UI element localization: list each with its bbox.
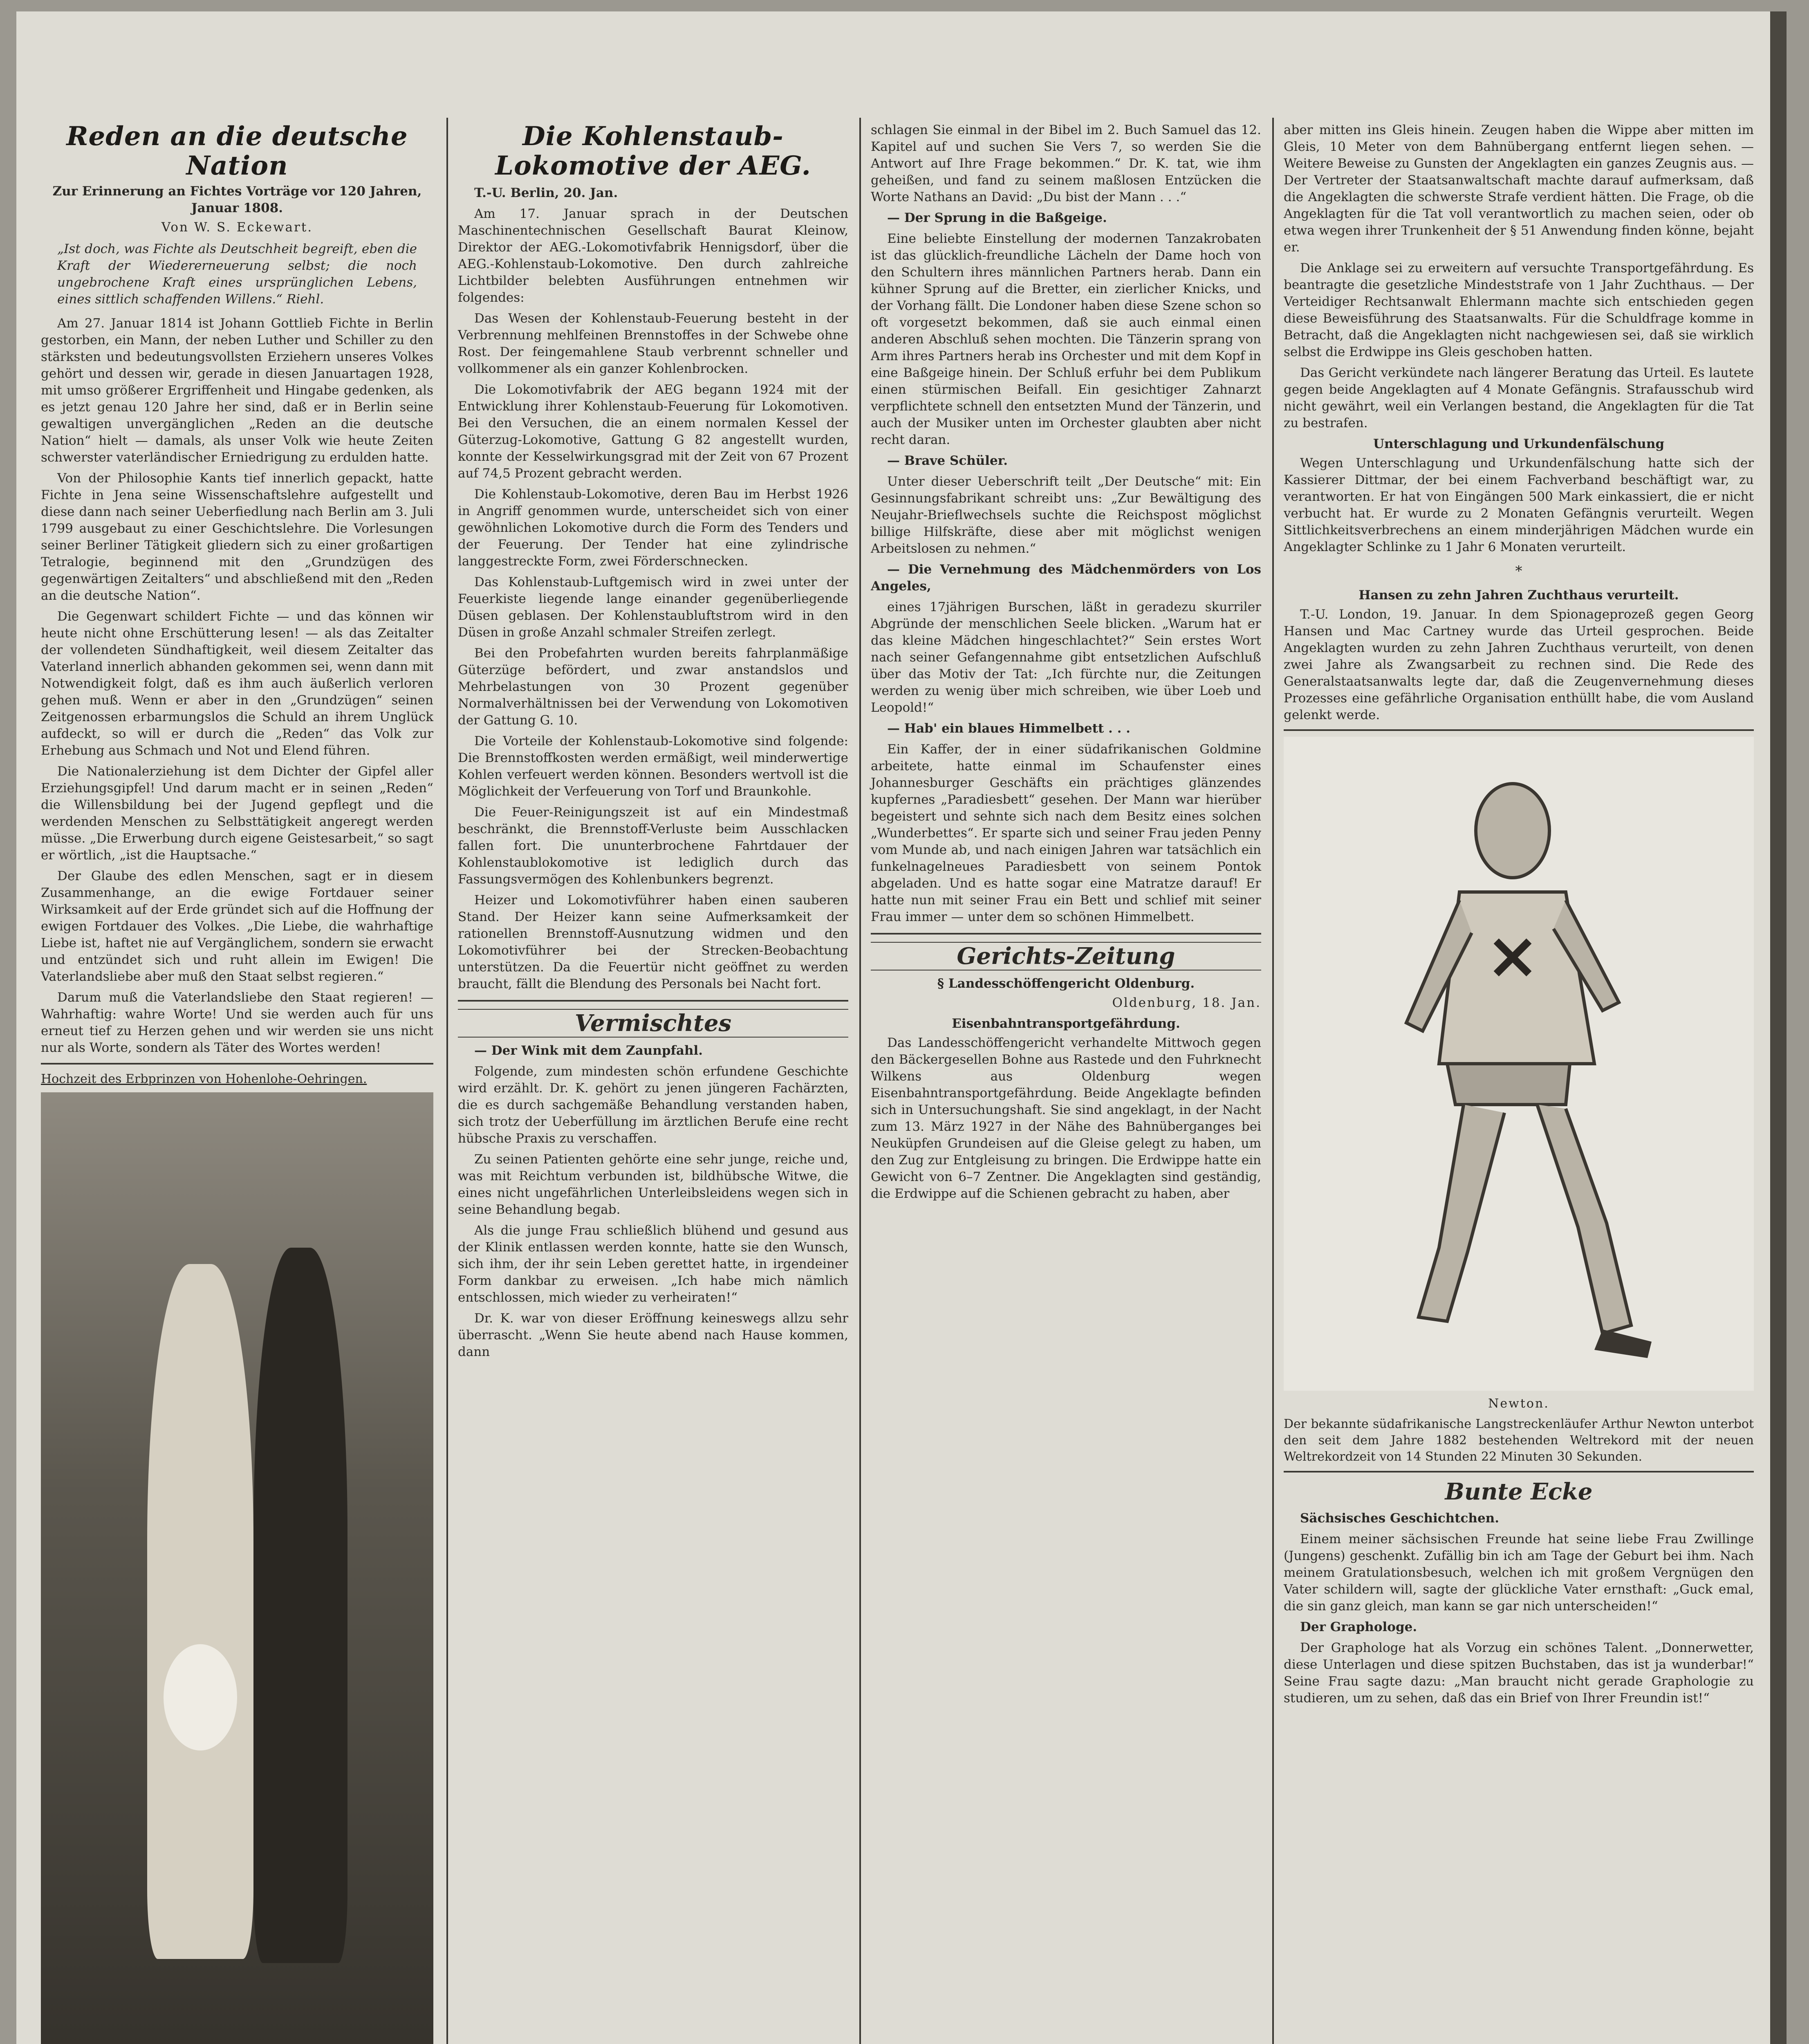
- column-rule-1: [446, 118, 448, 2044]
- section-rule: [41, 1063, 433, 1065]
- section-title-gerichtszeitung: Gerichts-Zeitung: [871, 942, 1261, 970]
- item-headline: Unterschlagung und Urkundenfälschung: [1373, 437, 1665, 451]
- column-rule-2: [859, 118, 861, 2044]
- runner-illustration: [1284, 737, 1754, 1391]
- column-1: [41, 122, 433, 2044]
- paragraph: Das Landesschöffengericht verhandelte Mittwoch gegen den Bäckergesellen Bohne aus Rastede und den Fuhrknecht Wilkens aus Oldenburg wegen Eisenbahntransportgefährdung. Beide Angeklagte befinden sich in Untersuchungshaft. Sie sind angeklagt, in der Nacht zum 13. März 1927 in der Nähe des Bahnüberganges bei Neuküpfen Grundeisen auf die Gleise gelegt zu haben, um den Zug zur Entgleisung zu bringen. Die Erdwippe hatte ein Gewicht von 6–7 Zentner. Die Angeklagten sind geständig, die Erdwippe auf die Schienen gebracht zu haben, aber: [871, 1035, 1261, 1201]
- runner-photo: [1284, 737, 1754, 1391]
- paragraph: Das Wesen der Kohlenstaub-Feuerung besteht in der Verbrennung mehlfeinen Brennstoffes in der Schwebe ohne Rost. Der feingemahlene Staub verbrennt schneller und vollkommener als ein ganzer Kohlenbrocken.: [458, 311, 848, 376]
- photo-caption-runner: Der bekannte südafrikanische Langstreckenläufer Arthur Newton unterbot den seit dem Jahre 1882 bestehenden Weltrekord mit der neuen Weltrekordzeit von 14 Stunden 22 Minuten 30 Sekunden.: [1284, 1417, 1754, 1464]
- paragraph: Am 27. Januar 1814 ist Johann Gottlieb Fichte in Berlin gestorben, ein Mann, der neben Luther und Schiller zu den stärksten und bedeutungsvollsten Erziehern unseres Volkes gehört und dessen wir, gerade in diesen Januartagen 1928, mit umso größerer Ergriffenheit und Hingabe gedenken, als es jetzt genau 120 Jahre her sind, daß er in Berlin seine gewaltigen unvergänglichen „Reden an die deutsche Nation“ hielt — damals, als unser Volk wie heute Zeiten schwerster vaterländischer Erniedrigung zu erdulden hatte.: [41, 316, 433, 465]
- paragraph: Zu seinen Patienten gehörte eine sehr junge, reiche und, was mit Reichtum verbunden ist, bildhübsche Witwe, die eines nicht ungefährlichen Unterleibsleidens wegen sich in seine Behandlung begab.: [458, 1152, 848, 1217]
- paragraph: aber mitten ins Gleis hinein. Zeugen haben die Wippe aber mitten im Gleis, 10 Meter von dem Bahnübergang entfernt liegen sehen. — Weitere Beweise zu Gunsten der Angeklagten ein ganzes Zeugnis aus. — Der Vertreter der Staatsanwaltschaft machte darauf aufmerksam, daß die Angeklagten die schwerste Strafe verdient hätten. Die Frage, ob die Angeklagten für die Tat voll verantwortlich zu machen seien, oder ob etwa wegen ihrer Trunkenheit der § 51 Anwendung finden könne, bejaht er.: [1284, 123, 1754, 255]
- bride-figure: [147, 1264, 253, 1959]
- paragraph: Eine beliebte Einstellung der modernen Tanzakrobaten ist das glücklich-freundliche Lächeln der Dame hoch von den Schultern ihres männlichen Partners herab. Dann ein kühner Sprung auf die Bretter, ein zierlicher Knicks, und der Vorhang fällt. Die Londoner haben diese Szene schon so oft vorgesetzt bekommen, daß sie auch einmal einen anderen Abschluß sehen mochten. Die Tänzerin sprang von Arm ihres Partners herab ins Orchester und mit dem Kopf in eine Baßgeige hinein. Der Schluß erfuhr bei dem Publikum einen stürmischen Beifall. Ein gesichtiger Zahnarzt verpflichtete schnell den entsetzten Mund der Tänzerin, und auch der Musiker unten im Orchester glaubten aber nicht recht daran.: [871, 231, 1261, 447]
- item-lead: Sächsisches Geschichtchen.: [1300, 1511, 1499, 1526]
- groom-figure: [253, 1248, 347, 1963]
- item-lead: — Der Wink mit dem Zaunpfahl.: [474, 1043, 703, 1058]
- paragraph: Darum muß die Vaterlandsliebe den Staat regieren! — Wahrhaftig: wahre Worte! Und sie werden auch für uns erneut tief zu Herzen gehen und wir werden sie uns nicht nur als Worte, sondern als Täter des Wortes werden!: [41, 990, 433, 1055]
- section-rule: [1284, 1471, 1754, 1472]
- dateline: T.-U. Berlin, 20. Jan.: [474, 186, 618, 200]
- paragraph: Der Graphologe hat als Vorzug ein schönes Talent. „Donnerwetter, diese Unterlagen und diese spitzen Buchstaben, das ist ja wunderbar!“ Seine Frau sagte dazu: „Man braucht nicht gerade Graphologie zu studieren, um zu sehen, daß das ein Brief von Ihrer Freundin ist!“: [1284, 1641, 1754, 1706]
- binding-edge: [1770, 11, 1787, 2044]
- photo-caption-title-wedding: Hochzeit des Erbprinzen von Hohenlohe-Oehringen.: [41, 1072, 367, 1086]
- item-headline: Hansen zu zehn Jahren Zuchthaus verurteilt.: [1358, 588, 1679, 603]
- paragraph: Bei den Probefahrten wurden bereits fahrplanmäßige Güterzüge befördert, und zwar anstandslos und Mehrbelastungen von 30 Prozent gegenüber Normalverhältnissen bei der Verwendung von Lokomotiven der Gattung G. 10.: [458, 646, 848, 728]
- paragraph: Als die junge Frau schließlich blühend und gesund aus der Klinik entlassen werden konnte, hatte sie den Wunsch, sich ihm, der ihr sein Leben gerettet hatte, in irgendeiner Form dankbar zu erweisen. „Ich habe mich nämlich entschlossen, mich wieder zu verheiraten!“: [458, 1223, 848, 1305]
- paragraph: Die Kohlenstaub-Lokomotive, deren Bau im Herbst 1926 in Angriff genommen wurde, unterscheidet sich von einer gewöhnlichen Lokomotive durch die Form des Tenders und der Feuerung. Der Tender hat eine zylindrische langgestreckte Form, zwei Förderschnecken.: [458, 487, 848, 569]
- item-lead: — Brave Schüler.: [887, 453, 1008, 468]
- paragraph: Von der Philosophie Kants tief innerlich gepackt, hatte Fichte in Jena seine Wissenschaftslehre aufgestellt und diese dann nach seiner Ueberfiedlung nach Berlin am 3. Juli 1799 ausgebaut zu einer Geschichtslehre. Die Vorlesungen seiner Berliner Tätigkeit gliedern sich zu einer großartigen Tetralogie, beginnend mit den „Grundzügen des gegenwärtigen Zeitalters“ und abschließend mit den „Reden an die deutsche Nation“.: [41, 471, 433, 603]
- paragraph: Die Anklage sei zu erweitern auf versuchte Transportgefährdung. Es beantragte die gesetzliche Mindeststrafe von 1 Jahr Zuchthaus. — Der Verteidiger Rechtsanwalt Ehlermann machte sich entschieden gegen diese Beweisführung des Staatsanwalts. Für die Schuldfrage komme in Betracht, daß die Angeklagten nicht nachgewiesen sei, daß sie wirklich selbst die Erdwippe ins Gleis geschoben hatten.: [1284, 261, 1754, 359]
- paragraph: Ein Kaffer, der in einer südafrikanischen Goldmine arbeitete, hatte einmal im Schaufenster eines Johannesburger Geschäfts ein prächtiges glänzendes kupfernes „Paradiesbett“ gesehen. Der Mann war hierüber begeistert und sehnte sich nach dem Besitz eines solchen „Wunderbettes“. Er sparte sich und seiner Frau jeden Penny vom Munde ab, und nach einigen Jahren war tatsächlich ein funkelnagelneues Paradiesbett von seinem Pontok abgeladen. Und es hatte sogar eine Matratze darauf! Er hatte nun mit seiner Frau ein Bett und schlief mit seiner Frau immer — unter dem so schönen Himmelbett.: [871, 742, 1261, 924]
- article-epigraph: „Ist doch, was Fichte als Deutschheit begreift, eben die Kraft der Wiedererneuerung selbst; die noch ungebrochene Kraft eines ursprünglichen Lebens, eines sittlich schaffenden Willens.“ Riehl.: [57, 242, 417, 307]
- section-rule: [871, 933, 1261, 935]
- paragraph: Der Glaube des edlen Menschen, sagt er in diesem Zusammenhange, an die ewige Fortdauer seiner Wirksamkeit auf der Erde gründet sich auf die Hoffnung der ewigen Fortdauer des Volkes. „Die Liebe, die wahrhaftige Liebe ist, haftet nie auf Vergänglichem, sondern sie erwacht und entzündet sich und ruht allein im Ewigen! Die Vaterlandsliebe aber muß den Staat selbst regieren.“: [41, 869, 433, 984]
- article-title-locomotive: Die Kohlenstaub-Lokomotive der AEG.: [495, 121, 811, 181]
- court-dateline: Oldenburg, 18. Jan.: [1112, 995, 1261, 1010]
- photo-label-runner: Newton.: [1488, 1396, 1549, 1411]
- newspaper-page: [16, 11, 1787, 2044]
- wedding-photo: [41, 1092, 433, 2044]
- column-3: [871, 122, 1261, 1206]
- paragraph: Unter dieser Ueberschrift teilt „Der Deutsche“ mit: Ein Gesinnungsfabrikant schreibt uns: „Zur Bewältigung des Neujahr-Brieflwechsels suchte die Reichspost möglichst billige Hilfskräfte, diese aber mit möglichst wenigen Arbeitslosen zu nehmen.“: [871, 474, 1261, 556]
- paragraph: eines 17jährigen Burschen, läßt in geradezu skurriler Abgründe der menschlichen Seele blicken. „Warum hat er das kleine Mädchen hingeschlachtet?“ Sein erstes Wort nach seiner Gefangennahme gibt entsetzlichen Aufschluß über das Motiv der Tat: „Ich fürchte nur, die Zeitungen werden zu wenig über mich schreiben, wie über Loeb und Leopold!“: [871, 600, 1261, 715]
- section-title-vermischtes: Vermischtes: [458, 1009, 848, 1038]
- paragraph: Die Vorteile der Kohlenstaub-Lokomotive sind folgende: Die Brennstoffkosten werden ermäßigt, weil minderwertige Kohlen verfeuert werden können. Besonders wertvoll ist die Möglichkeit der Verfeuerung von Torf und Braunkohle.: [458, 734, 848, 799]
- section-title-bunte-ecke: Bunte Ecke: [1445, 1478, 1593, 1505]
- section-rule: [458, 1000, 848, 1002]
- section-rule: [1284, 729, 1754, 731]
- paragraph: Am 17. Januar sprach in der Deutschen Maschinentechnischen Gesellschaft Baurat Kleinow, Direktor der AEG.-Lokomotivfabrik Hennigsdorf, über die AEG.-Kohlenstaub-Lokomotive. Den durch zahlreiche Lichtbilder belebten Ausführungen entnehmen wir folgendes:: [458, 206, 848, 305]
- paragraph: schlagen Sie einmal in der Bibel im 2. Buch Samuel das 12. Kapitel auf und suchen Sie Vers 7, so werden Sie die Antwort auf Ihre Frage bekommen.“ Dr. K. tat, wie ihm geheißen, und fand zu seinem maßlosen Entzücken die Worte Nathans an David: „Du bist der Mann . . .“: [871, 123, 1261, 204]
- article-byline-fichte: Von W. S. Eckewart.: [161, 220, 313, 235]
- paragraph: Folgende, zum mindesten schön erfundene Geschichte wird erzählt. Dr. K. gehört zu jenen jüngeren Fachärzten, die es durch sachgemäße Behandlung verstanden haben, sich trotz der Ueberfüllung im ärztlichen Berufe eine recht hübsche Praxis zu verschaffen.: [458, 1064, 848, 1146]
- court-headline: Eisenbahntransportgefährdung.: [952, 1016, 1180, 1031]
- paragraph: Die Gegenwart schildert Fichte — und das können wir heute nicht ohne Erschütterung lesen! — als das Zeitalter der vollendeten Sündhaftigkeit, weil diesem Zeitalter das Vaterland innerlich abhanden gekommen sei, wenn dann mit Notwendigkeit folgt, daß es ihm auch äußerlich verloren gehen muß. Wenn er aber in den „Grundzügen“ seinen Zeitgenossen erbarmungslos die Schuld an ihrem Unglück aufdeckt, so will er durch die „Reden“ das Volk zur Erhebung aus Schmach und Not und Elend führen.: [41, 609, 433, 758]
- paragraph: Die Feuer-Reinigungszeit ist auf ein Mindestmaß beschränkt, die Brennstoff-Verluste beim Ausschlacken fallen fort. Die ununterbrochene Fahrtdauer der Kohlenstaublokomotive ist lediglich durch das Fassungsvermögen des Kohlenbunkers begrenzt.: [458, 805, 848, 887]
- item-lead: — Hab' ein blaues Himmelbett . . .: [887, 721, 1130, 736]
- paragraph: T.-U. London, 19. Januar. In dem Spionageprozeß gegen Georg Hansen und Mac Cartney wurde das Urteil gesprochen. Beide Angeklagten wurden zu zehn Jahren Zuchthaus verurteilt, von denen zwei Jahre als Zwangsarbeit zu rechnen sind. Die Rede des Generalstaatsanwalts legte dar, daß die Zeugenvernehmung dieses Prozesses eine gefährliche Organisation enthüllt habe, die vom Ausland gelenkt werde.: [1284, 607, 1754, 722]
- paragraph: Das Kohlenstaub-Luftgemisch wird in zwei unter der Feuerkiste liegende lange einander gegenüberliegende Düsen geblasen. Der Kohlenstaubluftstrom wird in den Düsen in große Anzahl schmaler Streifen zerlegt.: [458, 575, 848, 640]
- column-rule-3: [1272, 118, 1274, 2044]
- bouquet: [164, 1644, 237, 1750]
- paragraph: Dr. K. war von dieser Eröffnung keineswegs allzu sehr überrascht. „Wenn Sie heute abend nach Hause kommen, dann: [458, 1311, 848, 1359]
- paragraph: Wegen Unterschlagung und Urkundenfälschung hatte sich der Kassierer Dittmar, der bei einem Fachverband beschäftigt war, zu verantworten. Er hat von Eingängen 500 Mark einkassiert, die er nicht verbucht hat. Er wurde zu 2 Monaten Gefängnis verurteilt. Wegen Sittlichkeitsverbrechens an einem minderjährigen Mädchen wurde ein Angeklagter Schlinke zu 1 Jahr 6 Monaten verurteilt.: [1284, 456, 1754, 554]
- column-4: [1284, 122, 1754, 1711]
- item-lead: — Die Vernehmung des Mädchenmörders von Los Angeles,: [871, 562, 1261, 594]
- article-subtitle-fichte: Zur Erinnerung an Fichtes Vorträge vor 120 Jahren, Januar 1808.: [52, 184, 422, 215]
- item-lead: Der Graphologe.: [1300, 1620, 1417, 1634]
- paragraph: Einem meiner sächsischen Freunde hat seine liebe Frau Zwillinge (Jungens) geschenkt. Zufällig bin ich am Tage der Geburt bei ihm. Nach meinem Gratulationsbesuch, welchen ich mit großem Vergnügen den Vater schildern will, sagte der glückliche Vater ernsthaft: „Guck emal, die sin ganz gleich, man kann se gar nich unterscheiden!“: [1284, 1532, 1754, 1614]
- column-2: [458, 122, 848, 1365]
- item-lead: — Der Sprung in die Baßgeige.: [887, 211, 1107, 225]
- paragraph: Heizer und Lokomotivführer haben einen sauberen Stand. Der Heizer kann seine Aufmerksamkeit der rationellen Brennstoff-Ausnutzung widmen und den Lokomotivführer bei der Strecken-Beobachtung unterstützen. Da die Feuertür nicht geöffnet zu werden braucht, fällt die Blendung des Personals bei Nacht fort.: [458, 893, 848, 991]
- paragraph: Das Gericht verkündete nach längerer Beratung das Urteil. Es lautete gegen beide Angeklagten auf 4 Monate Gefängnis. Strafausschub wird nicht gewährt, weil ein Verlangen bestand, die Angeklagten für die Tat zu bestrafen.: [1284, 365, 1754, 430]
- divider-asterisk: *: [1515, 563, 1522, 579]
- article-title-fichte: Reden an die deutsche Nation: [66, 121, 408, 181]
- paragraph: Die Nationalerziehung ist dem Dichter der Gipfel aller Erziehungsgipfel! Und darum macht er in seinen „Reden“ die Willensbildung bei der Jugend gepflegt und die werdenden Menschen zu Selbsttätigkeit angeregt werden müsse. „Die Erwerbung durch eigene Geistesarbeit,“ so sagt er wörtlich, „ist die Hauptsache.“: [41, 764, 433, 863]
- court-subtitle: § Landesschöffengericht Oldenburg.: [937, 976, 1195, 991]
- paragraph: Die Lokomotivfabrik der AEG begann 1924 mit der Entwicklung ihrer Kohlenstaub-Feuerung für Lokomotiven. Bei den Versuchen, die an einem normalen Kessel der Güterzug-Lokomotive, Gattung G 82 angestellt wurden, konnte der Kesselwirkungsgrad mit der Zeit von 67 Prozent auf 74,5 Prozent gebracht werden.: [458, 382, 848, 481]
